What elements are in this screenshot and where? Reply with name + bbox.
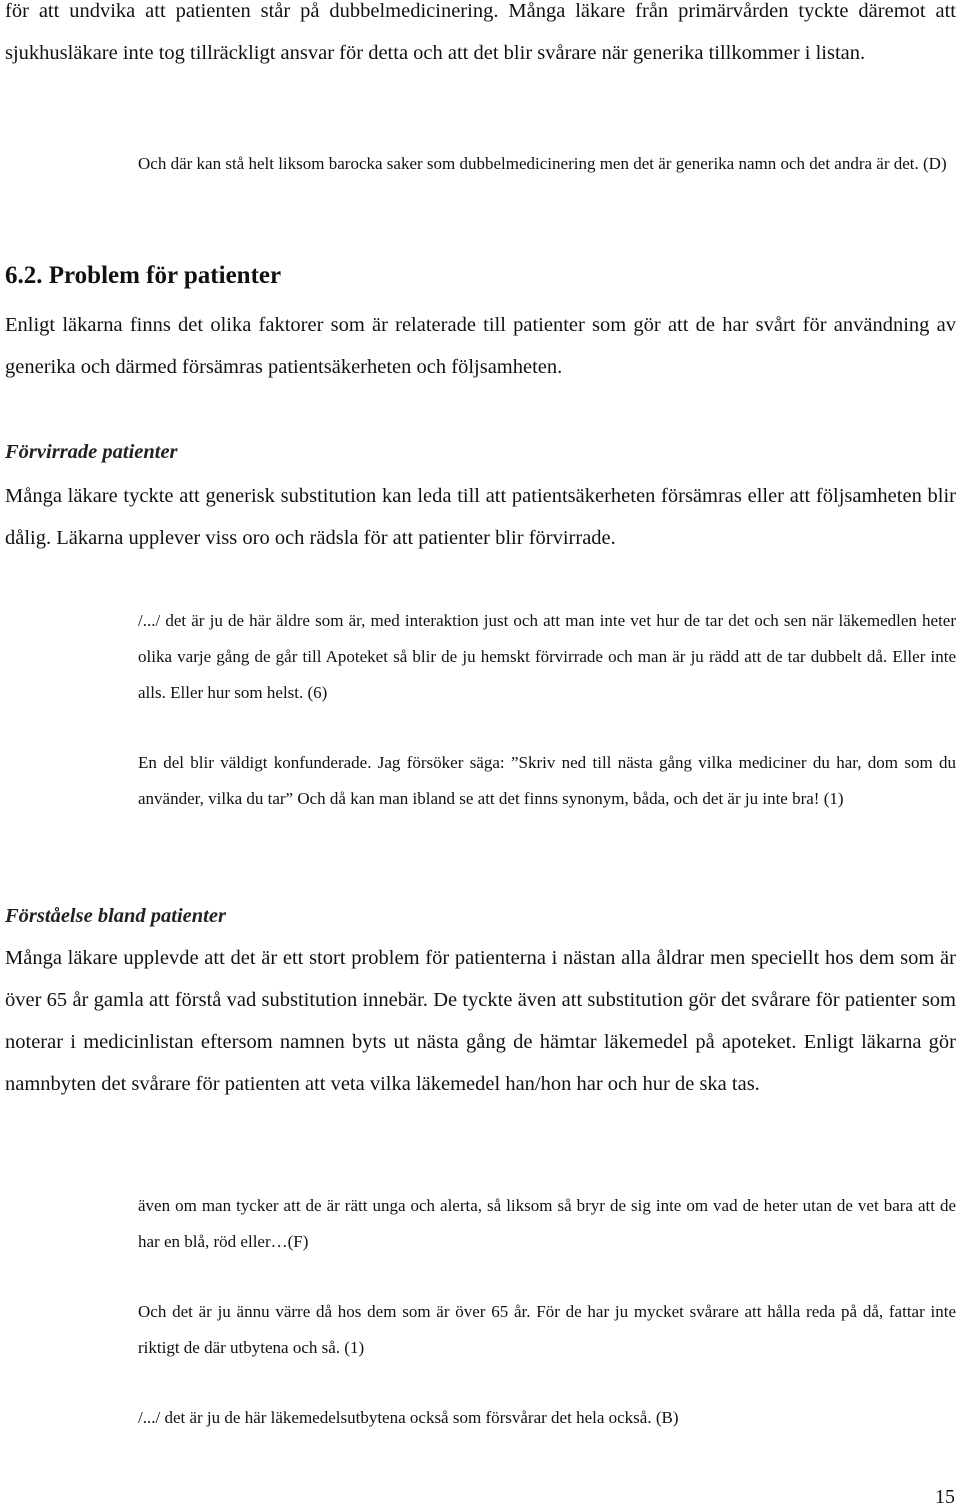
quote-2: /.../ det är ju de här äldre som är, med interaktion just och att man inte vet hur de tar det och sen när läkemedlen heter olika varje gång de går till Apoteket så blir de ju hemskt förvirrade och man är ju rädd att de tar dubbelt då. Eller inte alls. Eller hur som helst. (6): [138, 611, 956, 702]
section-paragraph: Enligt läkarna finns det olika faktorer som är relaterade till patienter som gör att de har svårt för användning av generika och därmed försämras patientsäkerheten och följsamheten.: [5, 314, 956, 378]
quote-1: Och där kan stå helt liksom barocka saker som dubbelmedicinering men det är generika namn och det andra är det. (D): [138, 154, 947, 173]
quote-4: även om man tycker att de är rätt unga och alerta, så liksom så bryr de sig inte om vad de heter utan de vet bara att de har en blå, röd eller…(F): [138, 1196, 956, 1251]
quote-6: /.../ det är ju de här läkemedelsutbytena också som försvårar det hela också. (B): [138, 1408, 679, 1427]
page-number: 15: [935, 1486, 955, 1508]
quote-3: En del blir väldigt konfunderade. Jag försöker säga: ”Skriv ned till nästa gång vilka mediciner du har, dom som du använder, vilka du tar” Och då kan man ibland se att det finns synonym, båda, och det är ju inte bra! (1): [138, 753, 956, 808]
subheading-understanding: Förståelse bland patienter: [5, 905, 226, 927]
section-heading: 6.2. Problem för patienter: [5, 262, 282, 289]
subheading-confused-patients: Förvirrade patienter: [5, 441, 178, 463]
paragraph-understanding: Många läkare upplevde att det är ett stort problem för patienterna i nästan alla åldrar men speciellt hos dem som är över 65 år gamla att förstå vad substitution innebär. De tyckte även att substitution gör det svårare för patienter som noterar i medicinlistan eftersom namnen byts ut nästa gång de hämtar läkemedel på apoteket. Enligt läkarna gör namnbyten det svårare för patienten att veta vilka läkemedel han/hon har och hur de ska tas.: [5, 947, 956, 1095]
paragraph-confused-patients: Många läkare tyckte att generisk substitution kan leda till att patientsäkerheten försämras eller att följsamheten blir dålig. Läkarna upplever viss oro och rädsla för att patienter blir förvirrade.: [5, 485, 956, 549]
quote-5: Och det är ju ännu värre då hos dem som är över 65 år. För de har ju mycket svårare att hålla reda på då, fattar inte riktigt de där utbytena och så. (1): [138, 1302, 956, 1357]
intro-paragraph: för att undvika att patienten står på dubbelmedicinering. Många läkare från primärvården tyckte däremot att sjukhusläkare inte tog tillräckligt ansvar för detta och att det blir svårare när generika tillkommer i listan.: [5, 0, 956, 64]
